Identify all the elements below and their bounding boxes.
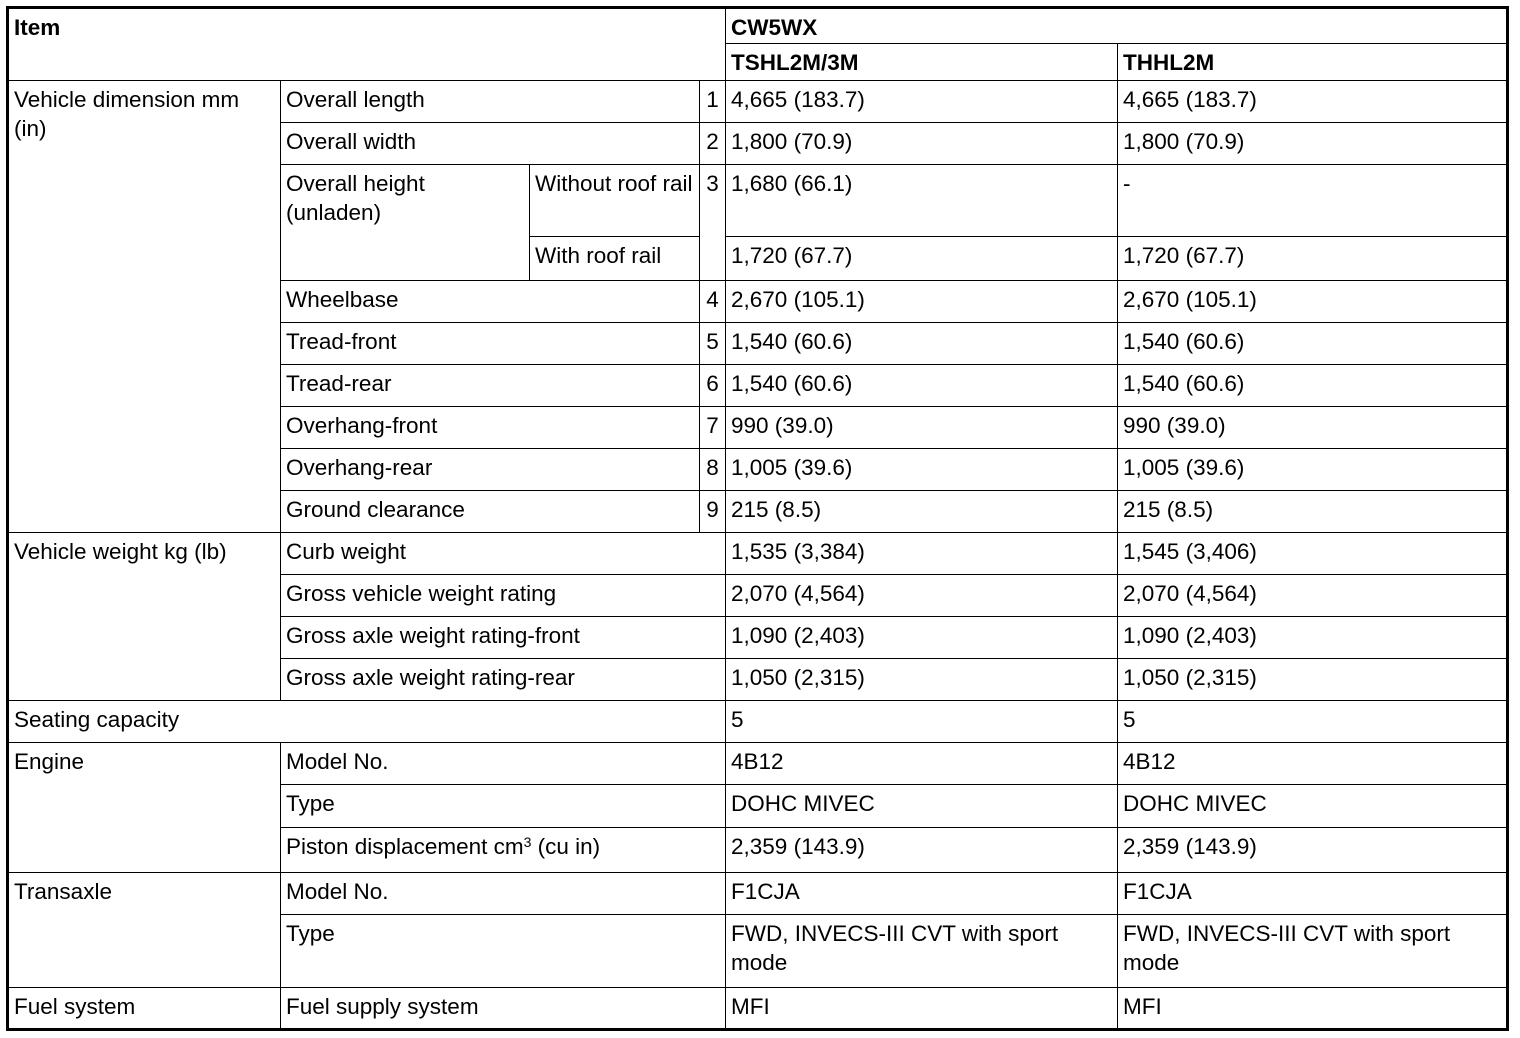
item-header: Item bbox=[8, 8, 726, 81]
row-label: Ground clearance bbox=[281, 490, 700, 532]
value-b: 4,665 (183.7) bbox=[1118, 81, 1508, 123]
row-label: Gross vehicle weight rating bbox=[281, 575, 726, 617]
row-label: Wheelbase bbox=[281, 280, 700, 322]
table-row bbox=[8, 743, 1508, 785]
value-b: 2,070 (4,564) bbox=[1118, 575, 1508, 617]
value-a: 1,535 (3,384) bbox=[726, 532, 1118, 574]
value-a: MFI bbox=[726, 987, 1118, 1029]
table-row bbox=[8, 532, 1508, 574]
value-b: 1,050 (2,315) bbox=[1118, 659, 1508, 701]
row-number: 7 bbox=[700, 406, 726, 448]
value-a: DOHC MIVEC bbox=[726, 785, 1118, 827]
row-label: Tread-rear bbox=[281, 364, 700, 406]
variant-b-header: THHL2M bbox=[1118, 44, 1508, 81]
value-a: 4B12 bbox=[726, 743, 1118, 785]
value-b: 1,540 (60.6) bbox=[1118, 322, 1508, 364]
value-b: - bbox=[1118, 165, 1508, 237]
value-b: DOHC MIVEC bbox=[1118, 785, 1508, 827]
value-b: 5 bbox=[1118, 701, 1508, 743]
engine-group: Engine bbox=[8, 743, 281, 872]
row-number: 3 bbox=[700, 165, 726, 280]
value-b: 1,540 (60.6) bbox=[1118, 364, 1508, 406]
table-row bbox=[8, 872, 1508, 914]
value-b: MFI bbox=[1118, 987, 1508, 1029]
row-label: Gross axle weight rating-front bbox=[281, 617, 726, 659]
value-a: 4,665 (183.7) bbox=[726, 81, 1118, 123]
row-number: 9 bbox=[700, 490, 726, 532]
value-a: 1,540 (60.6) bbox=[726, 364, 1118, 406]
with-roof-rail-label: With roof rail bbox=[530, 237, 700, 280]
vehicle-dimension-group: Vehicle dimension mm (in) bbox=[8, 81, 281, 533]
value-a: FWD, INVECS-III CVT with sport mode bbox=[726, 914, 1118, 987]
row-label: Fuel supply system bbox=[281, 987, 726, 1029]
table-row bbox=[8, 81, 1508, 123]
without-roof-rail-label: Without roof rail bbox=[530, 165, 700, 237]
row-number: 8 bbox=[700, 448, 726, 490]
row-label: Model No. bbox=[281, 872, 726, 914]
row-number: 4 bbox=[700, 280, 726, 322]
value-a: 1,005 (39.6) bbox=[726, 448, 1118, 490]
value-a: 5 bbox=[726, 701, 1118, 743]
value-a: 2,670 (105.1) bbox=[726, 280, 1118, 322]
table-row bbox=[8, 701, 1508, 743]
row-number: 5 bbox=[700, 322, 726, 364]
value-b: 1,005 (39.6) bbox=[1118, 448, 1508, 490]
row-label bbox=[281, 827, 726, 872]
value-b: 2,359 (143.9) bbox=[1118, 827, 1508, 872]
value-a: 1,680 (66.1) bbox=[726, 165, 1118, 237]
value-b: 1,545 (3,406) bbox=[1118, 532, 1508, 574]
value-b: 1,090 (2,403) bbox=[1118, 617, 1508, 659]
row-number: 1 bbox=[700, 81, 726, 123]
displacement-label: Piston displacement cm bbox=[286, 833, 524, 859]
table-row bbox=[8, 987, 1508, 1029]
header-row bbox=[8, 8, 1508, 44]
value-a: 990 (39.0) bbox=[726, 406, 1118, 448]
value-a: 1,720 (67.7) bbox=[726, 237, 1118, 280]
row-label: Type bbox=[281, 914, 726, 987]
value-b: 990 (39.0) bbox=[1118, 406, 1508, 448]
seating-capacity-label: Seating capacity bbox=[8, 701, 726, 743]
value-a: 1,090 (2,403) bbox=[726, 617, 1118, 659]
value-a: 1,540 (60.6) bbox=[726, 322, 1118, 364]
row-label: Curb weight bbox=[281, 532, 726, 574]
row-label: Model No. bbox=[281, 743, 726, 785]
value-b: 2,670 (105.1) bbox=[1118, 280, 1508, 322]
transaxle-group: Transaxle bbox=[8, 872, 281, 987]
value-a: F1CJA bbox=[726, 872, 1118, 914]
row-label: Overhang-rear bbox=[281, 448, 700, 490]
fuel-system-group: Fuel system bbox=[8, 987, 281, 1029]
value-b: 215 (8.5) bbox=[1118, 490, 1508, 532]
value-a: 2,359 (143.9) bbox=[726, 827, 1118, 872]
row-number: 6 bbox=[700, 364, 726, 406]
displacement-unit: (cu in) bbox=[531, 833, 601, 859]
row-label: Type bbox=[281, 785, 726, 827]
value-b: F1CJA bbox=[1118, 872, 1508, 914]
specifications-table bbox=[6, 6, 1509, 1031]
value-a: 1,800 (70.9) bbox=[726, 123, 1118, 165]
variant-a-header: TSHL2M/3M bbox=[726, 44, 1118, 81]
model-header: CW5WX bbox=[726, 8, 1508, 44]
value-a: 1,050 (2,315) bbox=[726, 659, 1118, 701]
row-number: 2 bbox=[700, 123, 726, 165]
row-label: Overhang-front bbox=[281, 406, 700, 448]
value-b: 4B12 bbox=[1118, 743, 1508, 785]
value-b: 1,720 (67.7) bbox=[1118, 237, 1508, 280]
value-a: 2,070 (4,564) bbox=[726, 575, 1118, 617]
row-label: Gross axle weight rating-rear bbox=[281, 659, 726, 701]
value-b: 1,800 (70.9) bbox=[1118, 123, 1508, 165]
row-label: Overall width bbox=[281, 123, 700, 165]
value-a: 215 (8.5) bbox=[726, 490, 1118, 532]
row-label: Tread-front bbox=[281, 322, 700, 364]
value-b: FWD, INVECS-III CVT with sport mode bbox=[1118, 914, 1508, 987]
superscript-3: 3 bbox=[523, 833, 532, 850]
vehicle-weight-group: Vehicle weight kg (lb) bbox=[8, 532, 281, 700]
row-label: Overall length bbox=[281, 81, 700, 123]
overall-height-label: Overall height (unladen) bbox=[281, 165, 530, 280]
